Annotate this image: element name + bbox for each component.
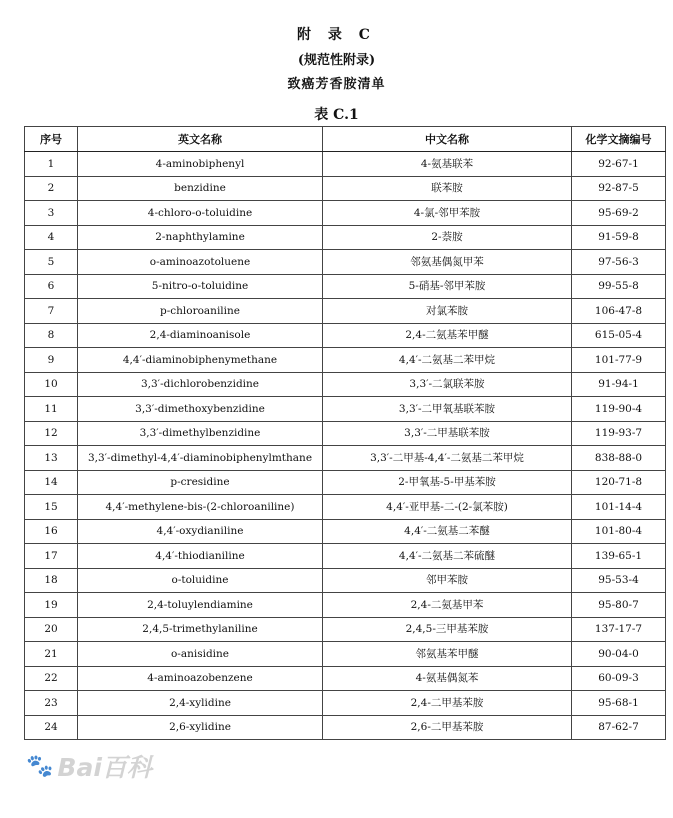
cell-index: 15 <box>25 495 78 520</box>
table-row <box>25 691 666 716</box>
cell-chinese-name: 4,4′-亚甲基-二-(2-氯苯胺) <box>323 495 572 520</box>
cell-chinese-name: 4-氯-邻甲苯胺 <box>323 201 572 226</box>
cell-cas-number: 119-93-7 <box>572 421 666 446</box>
cell-chinese-name: 联苯胺 <box>323 176 572 201</box>
cell-cas-number: 137-17-7 <box>572 617 666 642</box>
cell-chinese-name: 邻氨基偶氮甲苯 <box>323 250 572 275</box>
col-header-chinese-name: 中文名称 <box>323 127 572 152</box>
table-body <box>25 152 666 740</box>
cell-cas-number: 95-53-4 <box>572 568 666 593</box>
cell-index: 6 <box>25 274 78 299</box>
table-row <box>25 348 666 373</box>
cell-chinese-name: 2,4-二氨基甲苯 <box>323 593 572 618</box>
cell-index: 12 <box>25 421 78 446</box>
cell-chinese-name: 3,3′-二甲基联苯胺 <box>323 421 572 446</box>
cell-english-name: 4,4′-oxydianiline <box>78 519 323 544</box>
cell-chinese-name: 对氯苯胺 <box>323 299 572 324</box>
cell-chinese-name: 邻氨基苯甲醚 <box>323 642 572 667</box>
cell-index: 10 <box>25 372 78 397</box>
cell-index: 5 <box>25 250 78 275</box>
cell-cas-number: 95-68-1 <box>572 691 666 716</box>
table-row <box>25 176 666 201</box>
cell-chinese-name: 2,4,5-三甲基苯胺 <box>323 617 572 642</box>
cell-index: 17 <box>25 544 78 569</box>
cell-index: 16 <box>25 519 78 544</box>
table-row <box>25 397 666 422</box>
cell-chinese-name: 3,3′-二甲基-4,4′-二氨基二苯甲烷 <box>323 446 572 471</box>
cell-english-name: 4,4′-methylene-bis-(2-chloroaniline) <box>78 495 323 520</box>
cell-english-name: o-aminoazotoluene <box>78 250 323 275</box>
table-row <box>25 446 666 471</box>
cell-cas-number: 101-14-4 <box>572 495 666 520</box>
cell-cas-number: 615-05-4 <box>572 323 666 348</box>
cell-english-name: 2-naphthylamine <box>78 225 323 250</box>
cell-cas-number: 92-87-5 <box>572 176 666 201</box>
cell-english-name: 2,4-toluylendiamine <box>78 593 323 618</box>
cell-cas-number: 87-62-7 <box>572 715 666 740</box>
cell-english-name: p-chloroaniline <box>78 299 323 324</box>
cell-chinese-name: 4,4′-二氨基二苯甲烷 <box>323 348 572 373</box>
cell-chinese-name: 2,6-二甲基苯胺 <box>323 715 572 740</box>
cell-cas-number: 101-77-9 <box>572 348 666 373</box>
table-row <box>25 593 666 618</box>
cell-cas-number: 139-65-1 <box>572 544 666 569</box>
cell-english-name: 3,3′-dichlorobenzidine <box>78 372 323 397</box>
cell-english-name: o-anisidine <box>78 642 323 667</box>
cell-index: 22 <box>25 666 78 691</box>
table-row <box>25 201 666 226</box>
table-row <box>25 568 666 593</box>
cell-cas-number: 838-88-0 <box>572 446 666 471</box>
cell-english-name: 2,4-xylidine <box>78 691 323 716</box>
cell-english-name: 4-aminoazobenzene <box>78 666 323 691</box>
baidu-watermark <box>26 746 246 786</box>
table-row <box>25 421 666 446</box>
table-row <box>25 274 666 299</box>
cell-index: 9 <box>25 348 78 373</box>
cell-chinese-name: 4-氨基联苯 <box>323 152 572 177</box>
table-row <box>25 715 666 740</box>
cell-english-name: 2,4-diaminoanisole <box>78 323 323 348</box>
paw-icon: 🐾 <box>26 753 54 779</box>
col-header-cas-number: 化学文摘编号 <box>572 127 666 152</box>
table-row <box>25 666 666 691</box>
cell-index: 23 <box>25 691 78 716</box>
cell-cas-number: 60-09-3 <box>572 666 666 691</box>
table-row <box>25 519 666 544</box>
cell-index: 18 <box>25 568 78 593</box>
cell-index: 24 <box>25 715 78 740</box>
cell-english-name: p-cresidine <box>78 470 323 495</box>
cell-index: 20 <box>25 617 78 642</box>
cell-chinese-name: 5-硝基-邻甲苯胺 <box>323 274 572 299</box>
table-row <box>25 617 666 642</box>
cell-index: 4 <box>25 225 78 250</box>
cell-index: 2 <box>25 176 78 201</box>
table-row <box>25 372 666 397</box>
table-row <box>25 250 666 275</box>
cell-chinese-name: 3,3′-二氯联苯胺 <box>323 372 572 397</box>
cell-cas-number: 120-71-8 <box>572 470 666 495</box>
cell-cas-number: 99-55-8 <box>572 274 666 299</box>
cell-cas-number: 97-56-3 <box>572 250 666 275</box>
cell-chinese-name: 3,3′-二甲氧基联苯胺 <box>323 397 572 422</box>
cell-index: 3 <box>25 201 78 226</box>
cell-english-name: 2,6-xylidine <box>78 715 323 740</box>
cell-chinese-name: 4,4′-二氨基二苯硫醚 <box>323 544 572 569</box>
cell-english-name: 4,4′-diaminobiphenymethane <box>78 348 323 373</box>
cell-english-name: o-toluidine <box>78 568 323 593</box>
table-row <box>25 495 666 520</box>
cell-cas-number: 95-69-2 <box>572 201 666 226</box>
cell-english-name: 3,3′-dimethylbenzidine <box>78 421 323 446</box>
cell-chinese-name: 2,4-二甲基苯胺 <box>323 691 572 716</box>
carcinogenic-amine-table <box>24 126 666 740</box>
cell-chinese-name: 2-萘胺 <box>323 225 572 250</box>
cell-cas-number: 95-80-7 <box>572 593 666 618</box>
appendix-nature: (规范性附录) <box>297 53 376 68</box>
cell-cas-number: 106-47-8 <box>572 299 666 324</box>
cell-cas-number: 91-59-8 <box>572 225 666 250</box>
cell-index: 7 <box>25 299 78 324</box>
cell-index: 14 <box>25 470 78 495</box>
cell-cas-number: 101-80-4 <box>572 519 666 544</box>
table-header-row <box>25 127 666 152</box>
cell-index: 21 <box>25 642 78 667</box>
table-row <box>25 299 666 324</box>
cell-english-name: 5-nitro-o-toluidine <box>78 274 323 299</box>
cell-chinese-name: 2-甲氧基-5-甲基苯胺 <box>323 470 572 495</box>
cell-index: 1 <box>25 152 78 177</box>
cell-index: 8 <box>25 323 78 348</box>
cell-cas-number: 90-04-0 <box>572 642 666 667</box>
cell-cas-number: 119-90-4 <box>572 397 666 422</box>
cell-english-name: 3,3′-dimethyl-4,4′-diaminobiphenylmthane <box>78 446 323 471</box>
cell-english-name: 4-chloro-o-toluidine <box>78 201 323 226</box>
cell-english-name: 3,3′-dimethoxybenzidine <box>78 397 323 422</box>
table-row <box>25 470 666 495</box>
col-header-english-name: 英文名称 <box>78 127 323 152</box>
cell-english-name: benzidine <box>78 176 323 201</box>
table-row <box>25 152 666 177</box>
table-row <box>25 225 666 250</box>
cell-chinese-name: 4,4′-二氨基二苯醚 <box>323 519 572 544</box>
appendix-title: 致癌芳香胺清单 <box>287 77 386 92</box>
col-header-index: 序号 <box>25 127 78 152</box>
cell-chinese-name: 2,4-二氨基苯甲醚 <box>323 323 572 348</box>
appendix-label: 附 录 C <box>297 27 376 43</box>
table-row <box>25 642 666 667</box>
table-row <box>25 323 666 348</box>
table-row <box>25 544 666 569</box>
cell-index: 11 <box>25 397 78 422</box>
cell-index: 19 <box>25 593 78 618</box>
table-caption: 表 C.1 <box>314 107 359 123</box>
cell-index: 13 <box>25 446 78 471</box>
cell-chinese-name: 邻甲苯胺 <box>323 568 572 593</box>
cell-cas-number: 92-67-1 <box>572 152 666 177</box>
watermark-text: Bai百科 <box>57 753 152 782</box>
cell-english-name: 2,4,5-trimethylaniline <box>78 617 323 642</box>
cell-chinese-name: 4-氨基偶氮苯 <box>323 666 572 691</box>
cell-english-name: 4-aminobiphenyl <box>78 152 323 177</box>
cell-cas-number: 91-94-1 <box>572 372 666 397</box>
cell-english-name: 4,4′-thiodianiline <box>78 544 323 569</box>
